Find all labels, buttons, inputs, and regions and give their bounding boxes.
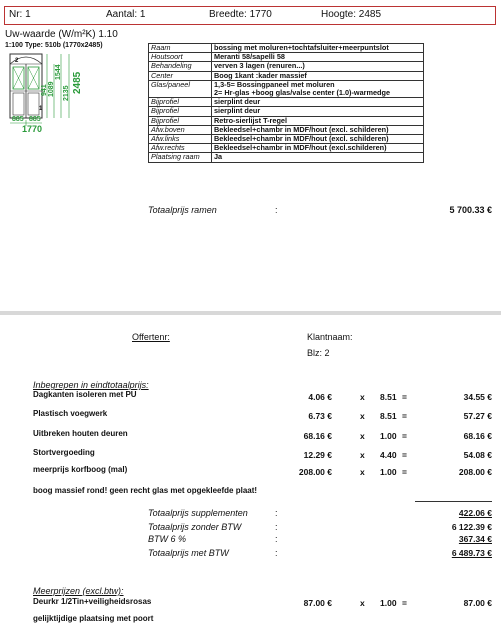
dim-right: 885 bbox=[29, 116, 41, 123]
total-value: 6 122.39 € bbox=[451, 522, 492, 532]
total-value: 422.06 € bbox=[458, 508, 492, 518]
total-windows-value: 5 700.33 € bbox=[449, 205, 492, 215]
item-x: x bbox=[360, 467, 365, 477]
item-width: Breedte: 1770 bbox=[209, 9, 272, 20]
dim-total-width: 1770 bbox=[22, 124, 43, 134]
item-number: Nr: 1 bbox=[9, 9, 31, 20]
item-x: x bbox=[360, 450, 365, 460]
spec-value: bossing met moluren+tochtafsluiter+meerpuntslot bbox=[212, 44, 424, 53]
total-value: 367.34 € bbox=[458, 534, 492, 544]
total-value: 6 489.73 € bbox=[451, 548, 492, 558]
item-eq: = bbox=[402, 431, 407, 441]
spec-value: verven 3 lagen (renuren...) bbox=[212, 62, 424, 71]
spec-label: Afw.rechts bbox=[149, 144, 212, 153]
spec-label: Glas/paneel bbox=[149, 80, 212, 97]
spec-table bbox=[148, 43, 424, 163]
total-windows-colon: : bbox=[275, 205, 278, 215]
pane-label-a: 2 bbox=[15, 58, 19, 64]
total-label: Totaalprijs supplementen bbox=[148, 508, 248, 518]
item-eq: = bbox=[402, 411, 407, 421]
uw-number: 1.10 bbox=[98, 29, 118, 40]
spec-value: Ja bbox=[212, 153, 424, 162]
spec-label: Center bbox=[149, 71, 212, 80]
spec-value: Boog 1kant :kader massief bbox=[212, 71, 424, 80]
drawing-type-line: 1:100 Type: 510b (1770x2485) bbox=[5, 42, 103, 49]
total-colon: : bbox=[275, 534, 278, 544]
total-label: BTW 6 % bbox=[148, 534, 187, 544]
item-qty: 8.51 bbox=[380, 392, 397, 402]
page-separator bbox=[0, 311, 501, 315]
item-quantity: Aantal: 1 bbox=[106, 9, 146, 20]
item-total: 34.55 € bbox=[463, 392, 492, 402]
included-heading: Inbegrepen in eindtotaalprijs: bbox=[33, 380, 149, 390]
total-colon: : bbox=[275, 508, 278, 518]
item-eq: = bbox=[402, 450, 407, 460]
pane-label-b: 1 bbox=[39, 106, 43, 112]
item-header bbox=[4, 6, 496, 25]
page-number: Blz: 2 bbox=[307, 348, 330, 358]
spec-label: Raam bbox=[149, 44, 212, 53]
extra-item-note: gelijktijdige plaatsing met poort bbox=[33, 614, 154, 623]
item-x: x bbox=[360, 411, 365, 421]
extra-item-qty: 1.00 bbox=[380, 598, 397, 608]
item-x: x bbox=[360, 431, 365, 441]
spec-value-line: 2= Hr-glas +boog glas/valse center (1.0)-warmedge bbox=[214, 88, 391, 98]
spec-row bbox=[149, 107, 424, 116]
uw-label: Uw-waarde (W/m²K) bbox=[5, 29, 96, 40]
total-colon: : bbox=[275, 548, 278, 558]
spec-row bbox=[149, 44, 424, 53]
item-x: x bbox=[360, 392, 365, 402]
spec-label: Houtsoort bbox=[149, 53, 212, 62]
spec-value: Bekleedsel+chambr in MDF/hout (excl. schilderen) bbox=[212, 135, 424, 144]
item-eq: = bbox=[402, 392, 407, 402]
total-label: Totaalprijs met BTW bbox=[148, 548, 229, 558]
item-price: 12.29 € bbox=[303, 450, 332, 460]
dim-left: 885 bbox=[12, 116, 24, 123]
item-desc: Dagkanten isoleren met PU bbox=[33, 390, 137, 399]
item-eq: = bbox=[402, 467, 407, 477]
spec-value: Retro-sierlijst T-regel bbox=[212, 116, 424, 125]
spec-row bbox=[149, 116, 424, 125]
item-total: 68.16 € bbox=[463, 431, 492, 441]
offer-number-label: Offertenr: bbox=[132, 332, 170, 342]
item-qty: 4.40 bbox=[380, 450, 397, 460]
item-height: Hoogte: 2485 bbox=[321, 9, 382, 20]
spec-row bbox=[149, 62, 424, 71]
spec-value-line: 1,3-5= Bossingpaneel met moluren bbox=[214, 79, 335, 89]
extra-item-x: x bbox=[360, 598, 365, 608]
spec-label: Bijprofiel bbox=[149, 107, 212, 116]
spec-value: Meranti 58/sapelli 58 bbox=[212, 53, 424, 62]
item-desc: Stortvergoeding bbox=[33, 448, 95, 457]
total-windows-label: Totaalprijs ramen bbox=[148, 205, 217, 215]
item-desc: Uitbreken houten deuren bbox=[33, 429, 128, 438]
dim-total-height: 2485 bbox=[72, 71, 83, 94]
extras-heading: Meerprijzen (excl.btw): bbox=[33, 586, 124, 596]
spec-label: Afw.boven bbox=[149, 125, 212, 134]
spec-label: Bijprofiel bbox=[149, 116, 212, 125]
item-price: 68.16 € bbox=[303, 431, 332, 441]
item-total: 208.00 € bbox=[458, 467, 492, 477]
total-colon: : bbox=[275, 522, 278, 532]
extra-item-eq: = bbox=[402, 598, 407, 608]
item-qty: 1.00 bbox=[380, 467, 397, 477]
uw-value bbox=[5, 29, 118, 40]
spec-label: Bijprofiel bbox=[149, 98, 212, 107]
spec-value bbox=[212, 80, 424, 97]
item-qty: 1.00 bbox=[380, 431, 397, 441]
dim-h3: 2135 bbox=[63, 85, 70, 101]
dim-h2: 1544 bbox=[55, 64, 62, 80]
item-price: 6.73 € bbox=[308, 411, 332, 421]
spec-label: Afw.links bbox=[149, 135, 212, 144]
spec-value: Bekleedsel+chambr in MDF/hout (excl.schilderen) bbox=[212, 144, 424, 153]
totals-rule bbox=[415, 501, 492, 502]
spec-value: Bekleedsel+chambr in MDF/hout (excl. schilderen) bbox=[212, 125, 424, 134]
item-desc: meerprijs korfboog (mal) bbox=[33, 465, 128, 474]
total-label: Totaalprijs zonder BTW bbox=[148, 522, 242, 532]
dim-h4: 1089 bbox=[48, 81, 55, 97]
item-price: 208.00 € bbox=[298, 467, 332, 477]
spec-label: Plaatsing raam bbox=[149, 153, 212, 162]
spec-label: Behandeling bbox=[149, 62, 212, 71]
dim-h1: 941 bbox=[41, 84, 48, 96]
extra-item-desc: Deurkr 1/2Tin+veiligheidsrosas bbox=[33, 597, 152, 606]
spec-row bbox=[149, 80, 424, 97]
item-qty: 8.51 bbox=[380, 411, 397, 421]
item-price: 4.06 € bbox=[308, 392, 332, 402]
item-desc: Plastisch voegwerk bbox=[33, 409, 108, 418]
spec-row bbox=[149, 153, 424, 162]
spec-row bbox=[149, 98, 424, 107]
item-total: 57.27 € bbox=[463, 411, 492, 421]
spec-value: sierplint deur bbox=[212, 107, 424, 116]
extra-item-price: 87.00 € bbox=[303, 598, 332, 608]
spec-value: sierplint deur bbox=[212, 98, 424, 107]
spec-row bbox=[149, 71, 424, 80]
item-total: 54.08 € bbox=[463, 450, 492, 460]
customer-name-label: Klantnaam: bbox=[307, 332, 353, 342]
extra-item-total: 87.00 € bbox=[463, 598, 492, 608]
arch-note: boog massief rond! geen recht glas met opgekleefde plaat! bbox=[33, 486, 258, 495]
